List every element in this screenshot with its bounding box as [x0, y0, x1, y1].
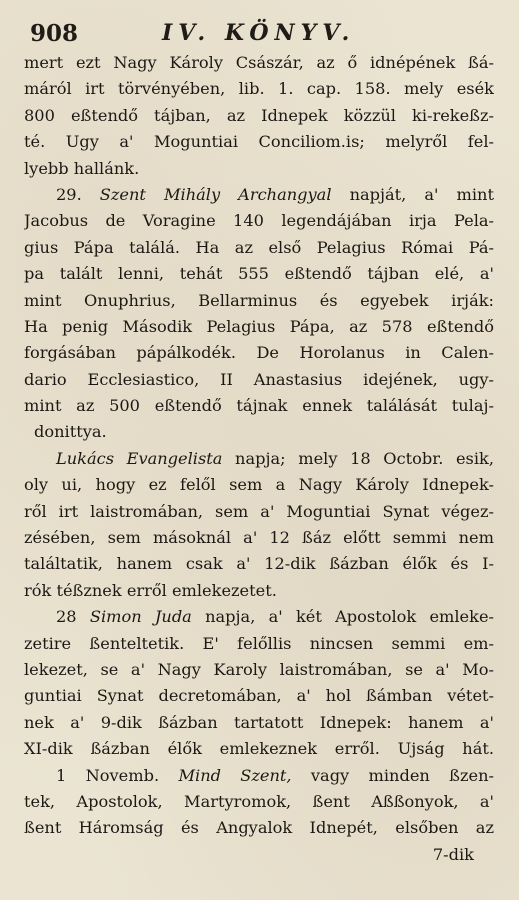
feast-name: Mind Szent,: [178, 765, 292, 785]
paragraph-luke: [24, 446, 494, 472]
line-rest: vagy minden ßzen-: [291, 765, 494, 785]
text-line: ßent Háromság és Angyalok Idnepét, elsőben az: [24, 818, 494, 838]
text-line: Jacobus de Voragine 140 legendájában irja Pela-: [24, 211, 494, 231]
text-line: Ha penig Második Pelagius Pápa, az 578 eßtendő: [24, 316, 494, 336]
text-line: máról irt törvényében, lib. 1. cap. 158. mely esék: [24, 79, 494, 99]
text-line: találtatik, hanem csak a' 12-dik ßázban élők és I-: [24, 554, 494, 574]
text-line: lekezet, se a' Nagy Karoly laistromában, se a' Mo-: [24, 659, 494, 679]
text-line: té. Ugy a' Moguntiai Conciliom.is; melyről fel-: [24, 132, 494, 152]
text-line: zetire ßenteltetik. E' felőllis nincsen semmi em-: [24, 633, 494, 653]
line-lead: 29.: [56, 184, 100, 204]
feast-name: Lukács Evangelista: [56, 448, 223, 468]
text-line: zésében, sem másoknál a' 12 ßáz előtt semmi nem: [24, 528, 494, 548]
text-line: tek, Apostolok, Martyromok, ßent Aßßonyok, a': [24, 791, 494, 811]
line-rest: napját, a' mint: [331, 184, 494, 204]
text-line: forgásában pápálkodék. De Horolanus in Calen-: [24, 343, 494, 363]
text-line: pa talált lenni, tehát 555 eßtendő tájban elé, a': [24, 264, 494, 284]
text-line: XI-dik ßázban élők emlekeznek erről. Ujság hát.: [24, 739, 494, 759]
paragraph-simon-jude: [24, 604, 494, 630]
text-line: mint Onuphrius, Bellarminus és egyebek irják:: [24, 290, 494, 310]
paragraph-saint-michael: [24, 182, 494, 208]
line-rest: napja, a' két Apostolok emleke-: [191, 607, 494, 627]
text-line: nek a' 9-dik ßázban tartatott Idnepek: hanem a': [24, 712, 494, 732]
catchword: 7-dik: [432, 844, 474, 864]
text-line: gius Pápa találá. Ha az első Pelagius Római Pá-: [24, 237, 494, 257]
line-rest: napja; mely 18 Octobr. esik,: [235, 448, 494, 468]
text-line: dario Ecclesiastico, II Anastasius idejének, ugy-: [24, 369, 494, 389]
text-line: donittya.: [34, 422, 107, 442]
text-line: 800 eßtendő tájban, az Idnepek közzül ki-rekeßz-: [24, 105, 494, 125]
body-text: [24, 50, 494, 868]
text-line: guntiai Synat decretomában, a' hol ßámban vétet-: [24, 686, 494, 706]
text-line: ről irt laistromában, sem a' Moguntiai Synat végez-: [24, 501, 494, 521]
page-number: 908: [30, 20, 79, 47]
text-line: rók téßznek erről emlekezetet.: [24, 580, 277, 600]
text-line: mint az 500 eßtendő tájnak ennek találását tulaj-: [24, 396, 494, 416]
feast-name: Simon Juda: [89, 607, 192, 627]
book-title: IV. KÖNYV.: [162, 20, 356, 46]
text-line: mert ezt Nagy Károly Császár, az ő idnépének ßá-: [24, 53, 494, 72]
line-lead: 1 Novemb.: [56, 765, 179, 785]
text-line: oly ui, hogy ez felől sem a Nagy Károly Idnepek-: [24, 475, 494, 495]
paragraph-all-saints: [24, 763, 494, 789]
line-lead: 28: [56, 607, 90, 627]
text-line: lyebb hallánk.: [24, 158, 140, 178]
feast-name: Szent Mihály Archangyal: [99, 184, 332, 204]
running-head: [30, 20, 490, 50]
